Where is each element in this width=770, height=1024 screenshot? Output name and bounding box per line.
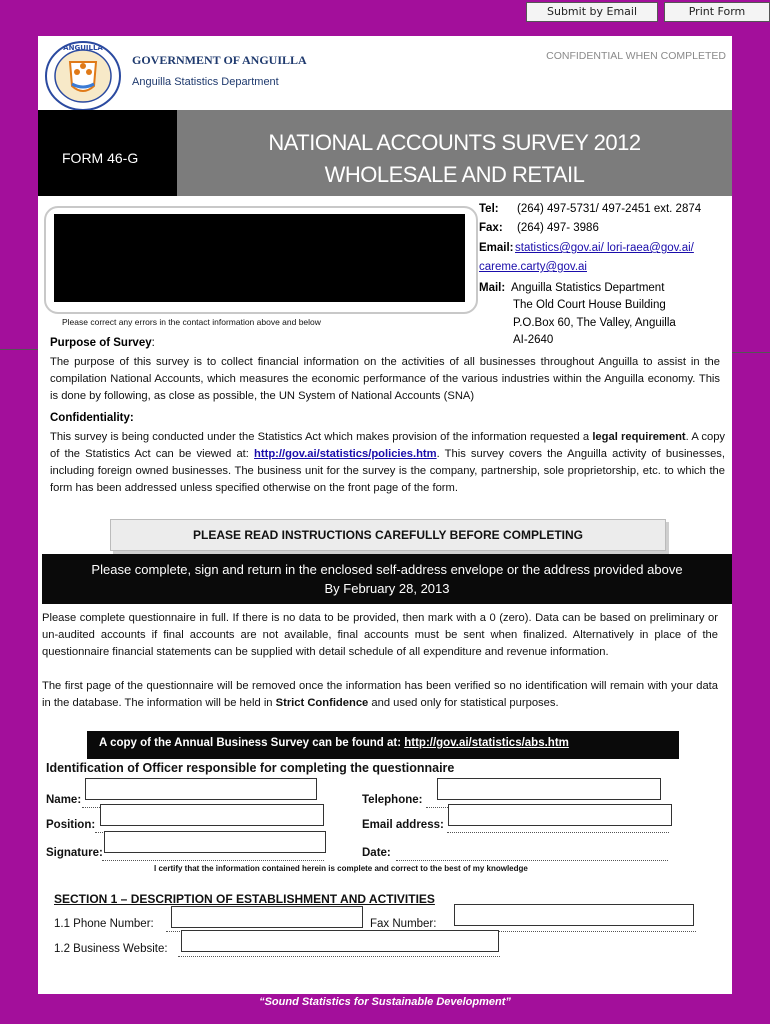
address-box[interactable]: [44, 206, 478, 314]
submit-by-email-button[interactable]: Submit by Email: [526, 2, 658, 22]
email-address-field[interactable]: [448, 804, 672, 826]
abs-banner-content: [99, 737, 569, 749]
return-banner-line1: Please complete, sign and return in the enclosed self-address envelope or the address provided above: [91, 562, 683, 577]
removal-text-2: and used only for statistical purposes.: [371, 697, 559, 709]
purpose-text: The purpose of this survey is to collect financial information on the activities of all businesses throughout Anguilla to assist in the compilation National Accounts, which measures the economic performance of the various industries within the Anguilla economy. This is done by following, as close as possible, the UN System of National Accounts (SNA): [50, 356, 720, 402]
tel-value: (264) 497-5731/ 497-2451 ext. 2874: [517, 203, 702, 215]
purpose-heading: [50, 337, 155, 349]
email-link-2[interactable]: careme.carty@gov.ai: [479, 261, 587, 273]
telephone-label: Telephone:: [362, 794, 423, 806]
abs-link[interactable]: http://gov.ai/statistics/abs.htm: [404, 737, 569, 749]
complete-instructions-text: Please complete questionnaire in full. If there is no data to be provided, then mark with a 0 (zero). Data can be based on preliminary or un-audited accounts if final accounts are not available, final accounts must be sent when finalized. Alternatively in place of the questionnaire financial statements can be supplied with detail schedule of all expenditure and revenue information.: [42, 612, 718, 658]
conf-legal-requirement: legal requirement: [592, 431, 686, 443]
fax-number-field[interactable]: [454, 904, 694, 926]
business-website-label: 1.2 Business Website:: [54, 943, 168, 955]
date-label: Date:: [362, 847, 391, 859]
conf-text-2: . A copy of the Statistics Act can be viewed at:: [50, 431, 726, 460]
phone-number-field[interactable]: [171, 906, 363, 928]
statistics-act-link[interactable]: http://gov.ai/statistics/policies.htm: [254, 448, 437, 460]
anguilla-seal-logo: [44, 40, 122, 112]
print-form-button[interactable]: Print Form: [664, 2, 770, 22]
abs-banner: [87, 731, 679, 759]
footer-slogan: “Sound Statistics for Sustainable Development”: [259, 996, 511, 1008]
fax-value: (264) 497- 3986: [517, 222, 599, 234]
instructions-banner: [110, 519, 666, 551]
signature-label: Signature:: [46, 847, 103, 859]
business-website-field[interactable]: [181, 930, 499, 952]
section1-heading: SECTION 1 – DESCRIPTION OF ESTABLISHMENT AND ACTIVITIES: [54, 892, 435, 906]
government-heading: GOVERNMENT OF ANGUILLA: [132, 53, 307, 67]
instructions-banner-text: PLEASE READ INSTRUCTIONS CAREFULLY BEFORE COMPLETING: [192, 528, 584, 542]
signature-field[interactable]: [104, 831, 326, 853]
fax-number-label: Fax Number:: [370, 918, 437, 930]
department-name: Anguilla Statistics Department: [132, 76, 279, 88]
survey-title-line2: WHOLESALE AND RETAIL: [324, 162, 585, 187]
address-field[interactable]: [54, 214, 465, 302]
mail-line-3: P.O.Box 60, The Valley, Anguilla: [513, 317, 676, 329]
right-margin-marker: [732, 352, 770, 353]
email-label: Email:: [479, 242, 514, 254]
strict-confidence: Strict Confidence: [275, 697, 369, 709]
date-dots: [396, 860, 668, 861]
mail-line-4: AI-2640: [513, 334, 554, 346]
email-address-dots: [447, 832, 669, 833]
form-number: FORM 46-G: [62, 150, 139, 166]
survey-title-line1: NATIONAL ACCOUNTS SURVEY 2012: [268, 130, 641, 155]
identification-removal-text: [42, 678, 718, 712]
name-field[interactable]: [85, 778, 317, 800]
return-banner: [42, 554, 732, 604]
phone-number-label: 1.1 Phone Number:: [54, 918, 154, 930]
svg-text:ANGUILLA: ANGUILLA: [63, 44, 103, 52]
mail-line-2: The Old Court House Building: [513, 299, 666, 311]
form-page: [38, 36, 732, 994]
left-margin-marker: [0, 349, 38, 350]
email-link-1[interactable]: statistics@gov.ai/ lori-raea@gov.ai/: [515, 242, 694, 254]
form-number-box: [38, 110, 177, 196]
address-correction-note: Please correct any errors in the contact information above and below: [62, 317, 321, 327]
conf-text-1: This survey is being conducted under the Statistics Act which makes provision of the information requested a: [50, 431, 590, 443]
conf-text-3: . This survey covers the Anguilla activity of businesses, including foreign owned businesses. The business unit for the survey is the company, partnership, sole proprietorship, etc. to which the form has been addressed unless specified otherwise on the front page of the form.: [50, 448, 725, 494]
fax-label: Fax:: [479, 222, 503, 234]
confidentiality-heading: Confidentiality:: [50, 412, 134, 424]
purpose-heading-text: Purpose of Survey: [50, 337, 152, 349]
position-field[interactable]: [100, 804, 324, 826]
mail-line-1: Anguilla Statistics Department: [511, 282, 665, 294]
tel-label: Tel:: [479, 203, 499, 215]
confidentiality-text: [50, 429, 725, 497]
certification-statement: I certify that the information contained herein is complete and correct to the best of my knowledge: [154, 864, 528, 873]
survey-title-box: [177, 110, 732, 196]
return-banner-line2: By February 28, 2013: [324, 581, 450, 596]
officer-heading: Identification of Officer responsible for completing the questionnaire: [46, 761, 455, 775]
removal-text-1: The first page of the questionnaire will be removed once the information has been verified so no identification will remain with your data in the database. The information will be held in: [42, 680, 718, 709]
mail-label: Mail:: [479, 282, 506, 294]
name-label: Name:: [46, 794, 82, 806]
business-website-dots: [178, 956, 500, 957]
abs-banner-text: A copy of the Annual Business Survey can be found at:: [99, 737, 402, 749]
confidential-notice: CONFIDENTIAL WHEN COMPLETED: [546, 50, 726, 62]
telephone-field[interactable]: [437, 778, 661, 800]
signature-dots: [102, 860, 324, 861]
purpose-heading-colon: :: [151, 337, 155, 349]
position-label: Position:: [46, 819, 96, 831]
email-address-label: Email address:: [362, 819, 444, 831]
